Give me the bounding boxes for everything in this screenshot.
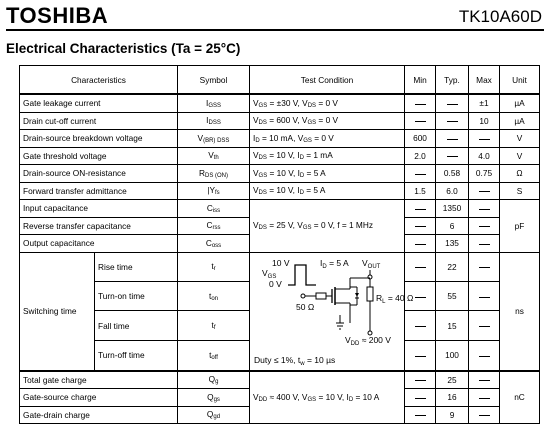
min-value	[405, 94, 436, 112]
brand-logo: TOSHIBA	[6, 3, 109, 28]
switching-sub-label: Turn-on time	[95, 281, 178, 310]
symbol-cell	[178, 252, 250, 281]
table-row	[20, 371, 540, 389]
characteristic-name: Gate threshold voltage	[20, 147, 178, 165]
header-characteristics: Characteristics	[20, 66, 178, 95]
dash-mark	[447, 121, 458, 122]
symbol-main: C	[206, 220, 213, 231]
symbol-cell	[178, 147, 250, 165]
symbol-main: |Y	[207, 185, 216, 196]
dash-mark	[447, 104, 458, 105]
characteristic-name: Gate leakage current	[20, 94, 178, 112]
symbol-main: Q	[208, 374, 216, 385]
typ-value: 100	[436, 340, 469, 370]
unit-value: S	[500, 182, 540, 200]
header-typ: Typ.	[436, 66, 469, 95]
dash-mark	[479, 209, 490, 210]
test-condition: VDS = 10 V, ID = 1 mA	[250, 147, 405, 165]
vdd-label: $V_{DD} \approx 200$ V	[345, 334, 391, 347]
max-value	[469, 311, 500, 340]
symbol-main: C	[205, 237, 212, 248]
min-value	[405, 112, 436, 130]
symbol-sub: iss	[212, 207, 221, 214]
symbol-main: C	[206, 202, 213, 213]
typ-value: 15	[436, 311, 469, 340]
vout-label: $V_{OUT}$	[362, 257, 381, 270]
min-value	[405, 217, 436, 235]
min-value	[405, 389, 436, 407]
symbol-cell	[178, 389, 250, 407]
min-value	[405, 311, 436, 340]
symbol-sub: on	[211, 295, 218, 302]
characteristic-name: Gate-source charge	[20, 389, 178, 407]
typ-value	[436, 130, 469, 148]
header-unit: Unit	[500, 66, 540, 95]
max-value	[469, 200, 500, 218]
dash-mark	[415, 121, 426, 122]
part-number: TK10A60D	[458, 7, 542, 26]
switching-sub-label: Turn-off time	[95, 340, 178, 370]
header-max: Max	[469, 66, 500, 95]
min-value	[405, 200, 436, 218]
dash-mark	[415, 380, 426, 381]
dash-mark	[447, 139, 458, 140]
min-value	[405, 235, 436, 253]
dash-mark	[479, 356, 490, 357]
dash-mark	[479, 297, 490, 298]
symbol-sub: DSS	[208, 120, 221, 127]
table-row	[20, 182, 540, 200]
symbol-cell	[178, 371, 250, 389]
dash-mark	[415, 244, 426, 245]
symbol-sub: g	[215, 379, 219, 386]
dash-mark	[479, 326, 490, 327]
unit-value: nC	[500, 371, 540, 424]
test-condition: VGS = 10 V, ID = 5 A	[250, 165, 405, 183]
max-value: 0.75	[469, 165, 500, 183]
symbol-sub: r	[213, 266, 216, 273]
dash-mark	[415, 297, 426, 298]
symbol-main: t	[209, 290, 212, 301]
characteristic-name: Switching time	[20, 252, 95, 371]
typ-value: 22	[436, 252, 469, 281]
unit-value: ns	[500, 252, 540, 371]
test-condition: VDS = 25 V, VGS = 0 V, f = 1 MHz	[250, 200, 405, 253]
characteristic-name: Drain-source breakdown voltage	[20, 130, 178, 148]
table-row	[20, 112, 540, 130]
max-value	[469, 340, 500, 370]
dash-mark	[415, 226, 426, 227]
unit-value: V	[500, 147, 540, 165]
min-value: 1.5	[405, 182, 436, 200]
symbol-cell	[178, 235, 250, 253]
symbol-cell	[178, 340, 250, 370]
unit-value: V	[500, 130, 540, 148]
min-value	[405, 371, 436, 389]
symbol-main: Q	[207, 391, 214, 402]
section-title: Electrical Characteristics (Ta = 25°C)	[6, 41, 241, 56]
load-resistor	[367, 287, 373, 301]
characteristic-name: Input capacitance	[20, 200, 178, 218]
symbol-cell	[178, 200, 250, 218]
switching-sub-label: Rise time	[95, 252, 178, 281]
switching-sub-label: Fall time	[95, 311, 178, 340]
duty-cycle-label: Duty ≤ 1%, $t_w = 10$ µs	[254, 354, 336, 367]
unit-value: µA	[500, 94, 540, 112]
vgs-high-label: 10 V	[272, 257, 290, 268]
typ-value	[436, 147, 469, 165]
test-condition: ID = 10 mA, VGS = 0 V	[250, 130, 405, 148]
vgs-low-label: 0 V	[269, 278, 282, 289]
max-value	[469, 389, 500, 407]
max-value: 4.0	[469, 147, 500, 165]
table-row	[20, 130, 540, 148]
test-condition: VDD ≈ 400 V, VGS = 10 V, ID = 10 A	[250, 371, 405, 424]
table-row	[20, 94, 540, 112]
table-row	[20, 252, 540, 281]
characteristic-name: Total gate charge	[20, 371, 178, 389]
symbol-cell	[178, 311, 250, 340]
symbol-sub: DS (ON)	[205, 172, 228, 179]
symbol-sub: (BR) DSS	[203, 137, 230, 144]
header-test-condition: Test Condition	[250, 66, 405, 95]
symbol-cell	[178, 182, 250, 200]
symbol-cell	[178, 165, 250, 183]
dash-mark	[415, 398, 426, 399]
typ-value: 25	[436, 371, 469, 389]
unit-value: pF	[500, 200, 540, 253]
symbol-sub: fs	[215, 190, 220, 197]
unit-value: µA	[500, 112, 540, 130]
symbol-cell	[178, 112, 250, 130]
test-condition: VDS = 600 V, VGS = 0 V	[250, 112, 405, 130]
typ-value: 135	[436, 235, 469, 253]
dash-mark	[479, 191, 490, 192]
symbol-main: t	[211, 320, 214, 331]
table-row	[20, 200, 540, 218]
gate-pulse-waveform	[288, 265, 316, 285]
dash-mark	[415, 356, 426, 357]
unit-value: Ω	[500, 165, 540, 183]
header-rule	[6, 29, 544, 31]
max-value	[469, 371, 500, 389]
switching-test-circuit	[250, 252, 414, 371]
symbol-main: V	[208, 150, 214, 161]
symbol-sub: gd	[213, 414, 221, 421]
drain-current-label: $I_D = 5$ A	[320, 257, 349, 270]
dash-mark	[479, 267, 490, 268]
typ-value: 9	[436, 406, 469, 424]
min-value: 2.0	[405, 147, 436, 165]
header-symbol: Symbol	[178, 66, 250, 95]
vgs-label: $V_{GS}$	[262, 267, 277, 280]
typ-value: 55	[436, 281, 469, 310]
symbol-sub: th	[213, 155, 219, 162]
characteristic-name: Gate-drain charge	[20, 406, 178, 424]
symbol-main: t	[209, 349, 212, 360]
symbol-sub: rss	[212, 225, 221, 232]
dash-mark	[415, 174, 426, 175]
symbol-main: Q	[206, 409, 214, 420]
symbol-cell	[178, 217, 250, 235]
max-value	[469, 281, 500, 310]
typ-value: 6.0	[436, 182, 469, 200]
dash-mark	[479, 415, 490, 416]
symbol-sub: off	[211, 354, 218, 361]
max-value: 10	[469, 112, 500, 130]
min-value	[405, 340, 436, 370]
characteristic-name: Output capacitance	[20, 235, 178, 253]
symbol-main: R	[199, 167, 205, 178]
dash-mark	[447, 156, 458, 157]
max-value	[469, 235, 500, 253]
symbol-sub: oss	[211, 242, 222, 249]
symbol-main: I	[206, 97, 209, 108]
symbol-cell	[178, 281, 250, 310]
symbol-sub: gs	[213, 396, 220, 403]
dash-mark	[479, 380, 490, 381]
max-value	[469, 406, 500, 424]
max-value: ±1	[469, 94, 500, 112]
gate-resistor-label: 50 Ω	[296, 301, 315, 312]
dash-mark	[479, 398, 490, 399]
symbol-sub: GSS	[208, 102, 221, 109]
switching-circuit-diagram	[250, 253, 414, 370]
load-resistor-label: $R_L = 40$ Ω	[376, 292, 414, 305]
characteristic-name: Reverse transfer capacitance	[20, 217, 178, 235]
test-condition: VGS = ±30 V, VDS = 0 V	[250, 94, 405, 112]
typ-value: 1350	[436, 200, 469, 218]
dash-mark	[415, 267, 426, 268]
symbol-main: I	[206, 115, 209, 126]
typ-value: 16	[436, 389, 469, 407]
test-condition: VDS = 10 V, ID = 5 A	[250, 182, 405, 200]
typ-value: 0.58	[436, 165, 469, 183]
table-header-row	[20, 66, 540, 95]
max-value	[469, 130, 500, 148]
typ-value	[436, 94, 469, 112]
dash-mark	[479, 244, 490, 245]
typ-value: 6	[436, 217, 469, 235]
page-header	[6, 4, 544, 28]
max-value	[469, 252, 500, 281]
symbol-cell	[178, 406, 250, 424]
symbol-cell	[178, 130, 250, 148]
min-value	[405, 165, 436, 183]
min-value	[405, 252, 436, 281]
max-value	[469, 182, 500, 200]
min-value: 600	[405, 130, 436, 148]
max-value	[469, 217, 500, 235]
dash-mark	[479, 139, 490, 140]
characteristic-name: Forward transfer admittance	[20, 182, 178, 200]
dash-mark	[479, 226, 490, 227]
typ-value	[436, 112, 469, 130]
symbol-main: V	[197, 132, 204, 143]
symbol-main: t	[211, 261, 214, 272]
characteristic-name: Drain-source ON-resistance	[20, 165, 178, 183]
symbol-cell	[178, 94, 250, 112]
table-row	[20, 165, 540, 183]
characteristic-name: Drain cut-off current	[20, 112, 178, 130]
dash-mark	[415, 326, 426, 327]
dash-mark	[415, 104, 426, 105]
symbol-sub: f	[213, 325, 216, 332]
dash-mark	[415, 415, 426, 416]
electrical-characteristics-table	[19, 65, 540, 424]
gate-resistor	[316, 293, 326, 299]
dash-mark	[415, 209, 426, 210]
header-min: Min	[405, 66, 436, 95]
min-value	[405, 406, 436, 424]
table-row	[20, 147, 540, 165]
